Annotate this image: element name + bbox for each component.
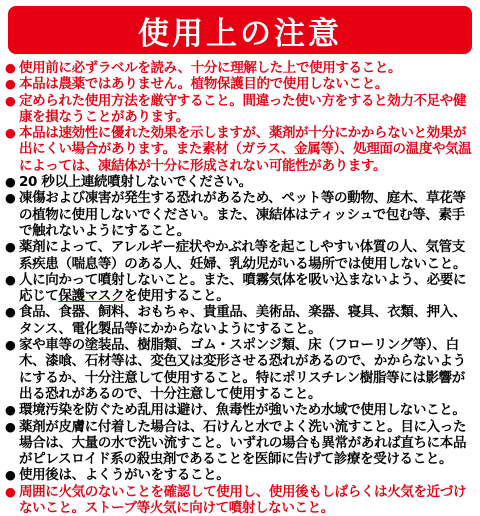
list-item — [5, 484, 475, 516]
list-item — [5, 272, 475, 305]
list-item-text — [19, 272, 475, 305]
list-item — [5, 93, 475, 126]
list-item — [5, 125, 475, 174]
list-item-text: 薬剤が皮膚に付着した場合は、石けんと水でよく洗い流すこと。目に入った場合は、大量の水で洗い流すこと。いずれの場合も異常があれば直ちに本品がピレスロイド系の殺虫剤であることを医師に告げて診療を受けること。 — [19, 418, 467, 468]
list-item-text-start: 人に向かって噴射しないこと。また、噴霧気体を吸い込まないよう、必要に応じて — [19, 271, 467, 305]
bullet-icon: ● — [5, 92, 16, 108]
bullet-icon: ● — [5, 304, 16, 320]
list-item-text: 家や車等の塗装品、樹脂類、ゴム・スポンジ類、床（フローリング等）、白木、漆喰、石材等は、変色又は変形させる恐れがあるので、かからないようにするか、十分注意して使用すること。特にポリスチレン樹脂等には影響が出る恐れがあるので、十分注意して使用すること。 — [19, 337, 466, 402]
bullet-icon: ● — [5, 402, 16, 418]
list-item — [5, 467, 475, 483]
bullet-icon: ● — [5, 174, 16, 190]
list-item-text: 食品、食器、飼料、おもちゃ、貴重品、美術品、楽器、寝具、衣類、押入、タンス、電化製品等にかからないようにすること。 — [19, 304, 467, 337]
list-item-text: 使用後は、よくうがいをすること。 — [19, 467, 230, 484]
list-item — [5, 190, 475, 239]
list-item — [5, 419, 475, 468]
list-item-text: 本品は農薬ではありません。植物保護目的で使用しないこと。 — [19, 76, 389, 93]
list-item-text: 本品は速効性に優れた効果を示しますが、薬剤が十分にかからないと効果が出にくい場合があります。また素材（ガラス、金属等）、処理面の温度や気温によっては、凍結体が十分に形成されない可能性があります。 — [19, 125, 472, 174]
bullet-icon: ● — [5, 76, 16, 92]
bullet-icon: ● — [5, 337, 16, 353]
list-item-text-end: を使用すること。 — [124, 288, 230, 305]
bullet-icon: ● — [5, 239, 16, 255]
list-item-text: 薬剤によって、アレルギー症状やかぶれ等を起こしやすい体質の人、気管支系疾患（喘息等）のある人、妊婦、乳幼児がいる場所では使用しないこと。 — [19, 239, 467, 272]
page-title: 使用上の注意 — [138, 15, 342, 52]
list-item-text: 周囲に火気のないことを確認して使用し、使用後もしばらくは火気を近づけないこと。ストーブ等火気に向けて噴射しないこと。 — [19, 483, 467, 516]
bullet-icon: ● — [5, 418, 16, 434]
list-item — [5, 337, 475, 402]
list-item — [5, 239, 475, 272]
bullet-icon: ● — [5, 190, 16, 206]
protective-mask-text: 保護マスク — [58, 288, 125, 305]
list-item-text: 定められた使用方法を厳守すること。間違った使い方をすると効力不足や健康を損なうことがあります。 — [19, 92, 467, 125]
list-item-text: 使用前に必ずラベルを読み、十分に理解した上で使用すること。 — [19, 60, 402, 76]
list-item-text: 凍傷および凍害が発生する恐れがあるため、ペット等の動物、庭木、草花等の植物に使用しないでください。また、凍結体はティッシュで包む等、素手で触れないようにすること。 — [19, 190, 466, 239]
bullet-icon: ● — [5, 483, 16, 499]
list-item-text: 20 秒以上連続噴射しないでください。 — [19, 174, 252, 191]
precautions-list — [5, 60, 475, 516]
list-item-text: 環境汚染を防ぐため乱用は避け、魚毒性が強いため水域で使用しないこと。 — [19, 402, 466, 419]
list-item — [5, 304, 475, 337]
list-item — [5, 402, 475, 418]
title-banner — [8, 6, 472, 54]
list-item — [5, 60, 475, 76]
list-item — [5, 174, 475, 190]
bullet-icon: ● — [5, 60, 16, 75]
bullet-icon: ● — [5, 271, 16, 287]
bullet-icon: ● — [5, 467, 16, 483]
bullet-icon: ● — [5, 125, 16, 141]
list-item — [5, 76, 475, 92]
